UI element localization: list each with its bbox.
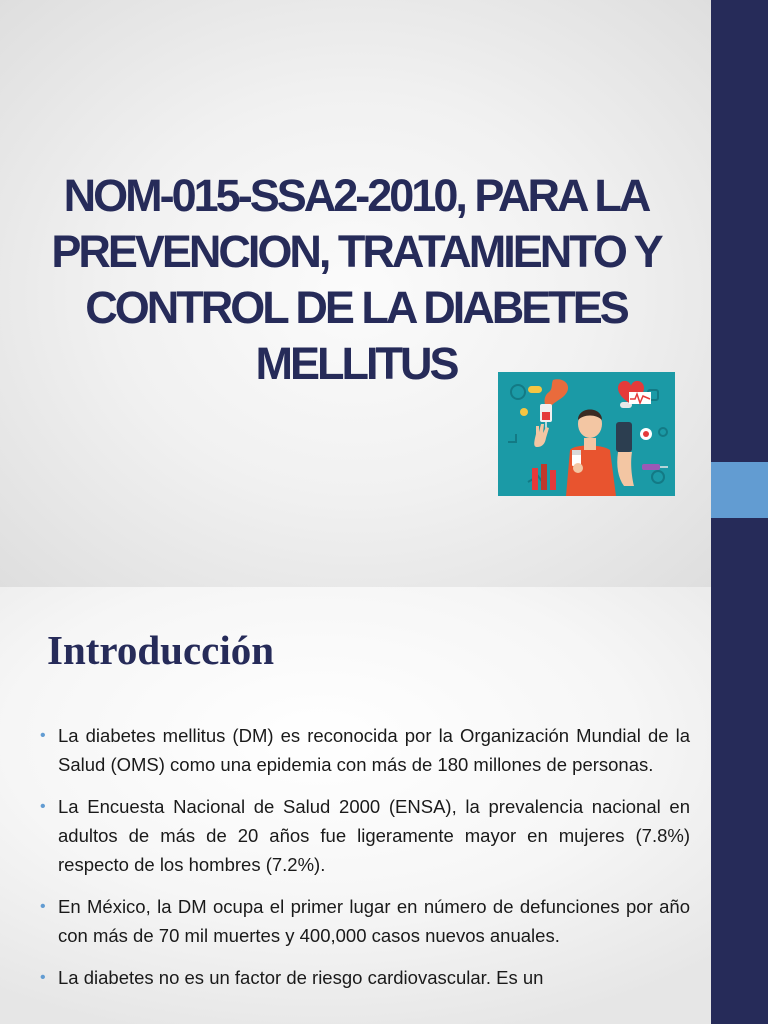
syringe-icon	[642, 464, 668, 470]
bullet-text: En México, la DM ocupa el primer lugar en número de defunciones por año con más de 70 mil muertes y 400,000 casos nuevos anuales.	[58, 896, 690, 946]
slide-sidebar-2	[711, 587, 768, 1024]
content-slide	[0, 587, 711, 1024]
bullet-dot-icon: •	[40, 727, 46, 744]
person-icon	[566, 410, 616, 497]
hand-icon	[534, 424, 549, 447]
slide-title: NOM-015-SSA2-2010, PARA LA PREVENCION, TRATAMIENTO Y CONTROL DE LA DIABETES MELLITUS	[51, 170, 661, 389]
bullet-text: La diabetes mellitus (DM) es reconocida por la Organización Mundial de la Salud (OMS) como una epidemia con más de 180 millones de personas.	[58, 725, 690, 775]
illustration-icon	[498, 372, 675, 496]
list-item	[40, 721, 690, 779]
list-item	[40, 792, 690, 879]
bullet-dot-icon: •	[40, 898, 46, 915]
bullet-list	[40, 721, 690, 1005]
chart-icon	[532, 464, 556, 490]
bullet-dot-icon: •	[40, 969, 46, 986]
pills-icon	[520, 386, 632, 416]
diabetes-health-illustration	[498, 372, 675, 496]
bullet-text: La Encuesta Nacional de Salud 2000 (ENSA), la prevalencia nacional en adultos de más de 20 años fue ligeramente mayor en mujeres (7.8%) respecto de los hombres (7.2%).	[58, 796, 690, 875]
blood-pressure-icon	[616, 422, 652, 486]
list-item	[40, 963, 690, 992]
section-title: Introducción	[47, 627, 275, 673]
list-item	[40, 892, 690, 950]
sidebar-accent	[711, 462, 768, 518]
bullet-text: La diabetes no es un factor de riesgo cardiovascular. Es un	[58, 967, 544, 988]
bullet-dot-icon: •	[40, 798, 46, 815]
heart-icon	[618, 381, 651, 404]
